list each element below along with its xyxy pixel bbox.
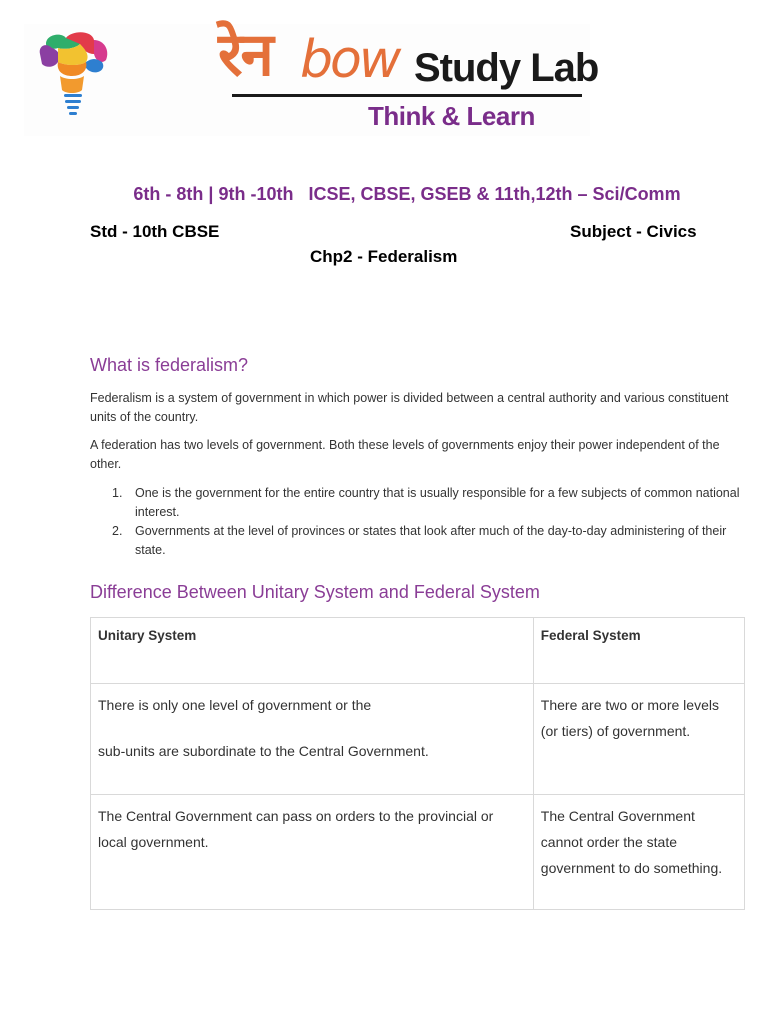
paragraph-levels: A federation has two levels of government. Both these levels of governments enjoy their power independent of the other. xyxy=(90,438,720,471)
list-item-text: Governments at the level of provinces or states that look after much of the day-to-day administering of their state. xyxy=(135,524,727,557)
levels-list xyxy=(90,484,740,560)
levels-banner: 6th - 8th | 9th -10th ICSE, CBSE, GSEB & 11th,12th – Sci/Comm xyxy=(133,184,681,204)
list-item xyxy=(90,484,740,522)
brand-tagline: Think & Learn xyxy=(368,101,535,131)
list-item xyxy=(90,522,740,560)
chapter-title: Chp2 - Federalism xyxy=(310,247,458,266)
section-heading-difference: Difference Between Unitary System and Federal System xyxy=(90,582,540,602)
list-item-text: One is the government for the entire country that is usually responsible for a few subjects of common national interest. xyxy=(135,486,740,519)
table-cell-federal: There are two or more levels (or tiers) of government. xyxy=(533,684,744,795)
brain-bulb-logo-icon xyxy=(36,30,112,122)
comparison-table xyxy=(90,617,745,910)
table-cell-unitary: The Central Government can pass on orders to the provincial or local government. xyxy=(91,795,534,910)
table-cell-federal: The Central Government cannot order the state government to do something. xyxy=(533,795,744,910)
table-header-row xyxy=(91,618,745,684)
list-item-number: 2. xyxy=(112,524,123,538)
brand-bow-text: bow xyxy=(300,30,399,90)
list-item-number: 1. xyxy=(112,486,123,500)
paragraph-definition: Federalism is a system of government in which power is divided between a central authority and various constituent units of the country. xyxy=(90,391,729,424)
standard-label: Std - 10th CBSE xyxy=(90,222,220,241)
table-header-cell: Unitary System xyxy=(91,618,534,684)
cell-text: There is only one level of government or the xyxy=(98,697,372,713)
table-cell-unitary xyxy=(91,684,534,795)
section-heading-federalism: What is federalism? xyxy=(90,355,249,375)
table-row xyxy=(91,684,745,795)
table-header-cell: Federal System xyxy=(533,618,744,684)
cell-spacer xyxy=(98,718,526,738)
brand-name: Study Lab xyxy=(414,46,599,90)
cell-text: sub-units are subordinate to the Central Government. xyxy=(98,743,429,759)
table-row xyxy=(91,795,745,910)
brand-underline xyxy=(232,94,582,97)
brand-devanagari-text: रेन xyxy=(218,20,272,90)
subject-label: Subject - Civics xyxy=(570,222,697,241)
